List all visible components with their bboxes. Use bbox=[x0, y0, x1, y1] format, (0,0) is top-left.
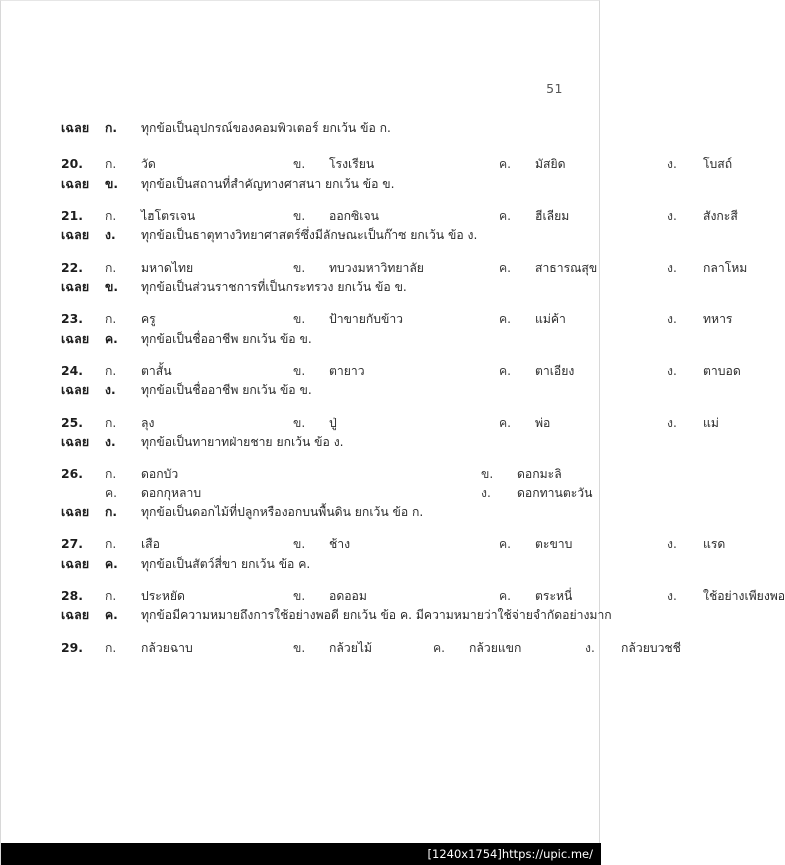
option-label: ก. bbox=[105, 157, 117, 172]
question-row bbox=[61, 587, 785, 605]
option-text: ออกซิเจน bbox=[329, 208, 379, 223]
option-text: วัด bbox=[141, 157, 156, 172]
question-row bbox=[61, 310, 733, 328]
option-label: ข. bbox=[293, 640, 306, 655]
option-text: ประหยัด bbox=[141, 588, 185, 603]
option-text: ใช้อย่างเพียงพอ bbox=[703, 588, 785, 603]
option-label: ค. bbox=[499, 208, 512, 223]
question-group bbox=[61, 414, 719, 452]
question-number: 20. bbox=[61, 156, 83, 172]
option-text: แม่ค้า bbox=[535, 312, 566, 327]
page-number: 51 bbox=[546, 81, 563, 96]
option-text: ป้าขายกับข้าว bbox=[329, 312, 404, 327]
option-text: ดอกบัว bbox=[141, 467, 179, 482]
answer-row bbox=[61, 330, 581, 348]
option-text: ฮีเลียม bbox=[535, 208, 570, 223]
question-group bbox=[61, 259, 748, 297]
question-number: 27. bbox=[61, 536, 83, 552]
answer-row bbox=[61, 381, 581, 399]
question-row bbox=[61, 485, 593, 502]
question-group bbox=[61, 310, 733, 348]
option-text: ตายาว bbox=[329, 363, 365, 378]
option-label: ก. bbox=[105, 208, 117, 223]
option-text: ตะขาบ bbox=[535, 537, 573, 552]
option-label: ง. bbox=[667, 415, 677, 430]
option-label: ค. bbox=[499, 588, 512, 603]
lead-answer-group bbox=[61, 119, 581, 137]
option-label: ค. bbox=[433, 640, 446, 655]
answer-text: ทุกข้อมีความหมายถึงการใช้อย่างพอดี ยกเว้น ข้อ ค. มีความหมายว่าใช้จ่ายจำกัดอย่างมาก bbox=[141, 608, 612, 623]
answer-text: ทุกข้อเป็นชื่ออาชีพ ยกเว้น ข้อ ข. bbox=[141, 331, 312, 346]
option-label: ข. bbox=[293, 208, 306, 223]
answer-prefix: เฉลย bbox=[61, 278, 90, 294]
answer-choice: ง. bbox=[105, 383, 116, 398]
option-text: มหาดไทย bbox=[141, 260, 194, 275]
option-label: ง. bbox=[667, 363, 677, 378]
option-label: ง. bbox=[667, 208, 677, 223]
question-row bbox=[61, 414, 719, 432]
question-row bbox=[61, 207, 738, 225]
question-group bbox=[61, 639, 681, 657]
option-label: ข. bbox=[293, 260, 306, 275]
option-text: ทบวงมหาวิทยาลัย bbox=[329, 260, 424, 275]
question-row bbox=[61, 259, 748, 277]
option-text: สาธารณสุข bbox=[535, 260, 598, 275]
option-text: อดออม bbox=[329, 588, 367, 603]
answer-text: ทุกข้อเป็นสัตว์สี่ขา ยกเว้น ข้อ ค. bbox=[141, 556, 311, 571]
option-label: ง. bbox=[585, 640, 595, 655]
option-text: แม่ bbox=[703, 415, 719, 430]
question-group bbox=[61, 587, 785, 625]
option-label: ง. bbox=[667, 260, 677, 275]
option-label: ค. bbox=[499, 312, 512, 327]
answer-prefix: เฉลย bbox=[61, 503, 90, 519]
option-label: ง. bbox=[481, 485, 491, 500]
option-label: ก. bbox=[105, 363, 117, 378]
answer-row bbox=[61, 175, 581, 193]
question-number: 26. bbox=[61, 466, 83, 482]
answer-choice: ข. bbox=[105, 279, 118, 294]
question-row bbox=[61, 465, 581, 483]
question-number: 25. bbox=[61, 414, 83, 430]
option-text: ทหาร bbox=[703, 312, 733, 327]
option-label: ค. bbox=[105, 485, 118, 500]
option-text: ตระหนี่ bbox=[535, 588, 573, 603]
option-text: ดอกมะลิ bbox=[517, 467, 562, 482]
option-text: พ่อ bbox=[535, 415, 551, 430]
answer-choice: ค. bbox=[105, 556, 118, 571]
option-label: ง. bbox=[667, 157, 677, 172]
option-label: ข. bbox=[293, 415, 306, 430]
option-label: ก. bbox=[105, 415, 117, 430]
question-row bbox=[61, 535, 726, 553]
question-number: 23. bbox=[61, 311, 83, 327]
answer-choice: ก. bbox=[105, 121, 118, 135]
answer-text: ทุกข้อเป็นอุปกรณ์ของคอมพิวเตอร์ ยกเว้น ข้อ ก. bbox=[141, 121, 391, 135]
question-row bbox=[61, 155, 733, 173]
option-label: ข. bbox=[293, 157, 306, 172]
option-text: ดอกทานตะวัน bbox=[517, 485, 593, 500]
answer-prefix: เฉลย bbox=[61, 227, 90, 243]
answer-prefix: เฉลย bbox=[61, 382, 90, 398]
question-group bbox=[61, 465, 593, 521]
option-label: ข. bbox=[293, 588, 306, 603]
question-row bbox=[61, 639, 681, 657]
option-text: กล้วยฉาบ bbox=[141, 640, 193, 655]
option-label: ง. bbox=[667, 537, 677, 552]
question-number: 22. bbox=[61, 259, 83, 275]
option-label: ง. bbox=[667, 312, 677, 327]
option-label: ก. bbox=[105, 640, 117, 655]
answer-prefix: เฉลย bbox=[61, 120, 90, 135]
option-text: แรด bbox=[703, 537, 726, 552]
answer-row bbox=[61, 555, 581, 573]
answer-row bbox=[61, 503, 581, 521]
option-label: ง. bbox=[667, 588, 677, 603]
option-text: มัสยิด bbox=[535, 157, 566, 172]
answer-choice: ข. bbox=[105, 176, 118, 191]
question-group bbox=[61, 155, 733, 193]
question-group bbox=[61, 535, 726, 573]
option-text: ดอกกุหลาบ bbox=[141, 485, 202, 500]
question-row bbox=[61, 362, 741, 380]
option-text: สังกะสี bbox=[703, 208, 738, 223]
option-text: กล้วยบวชชี bbox=[621, 640, 681, 655]
option-text: ไฮโตรเจน bbox=[141, 208, 196, 223]
answer-row bbox=[61, 226, 581, 244]
answer-text: ทุกข้อเป็นธาตุทางวิทยาศาสตร์ซึ่งมีลักษณะเป็นก๊าซ ยกเว้น ข้อ ง. bbox=[141, 228, 478, 243]
watermark-bar bbox=[1, 843, 601, 865]
question-number: 29. bbox=[61, 639, 83, 655]
question-group bbox=[61, 362, 741, 400]
answer-row bbox=[61, 119, 581, 137]
question-group bbox=[61, 207, 738, 245]
option-label: ค. bbox=[499, 260, 512, 275]
question-number: 21. bbox=[61, 207, 83, 223]
option-text: กลาโหม bbox=[703, 260, 748, 275]
watermark-text: [1240x1754]https://upic.me/ bbox=[427, 847, 593, 861]
option-label: ก. bbox=[105, 260, 117, 275]
option-label: ข. bbox=[293, 363, 306, 378]
option-label: ก. bbox=[105, 537, 117, 552]
answer-prefix: เฉลย bbox=[61, 330, 90, 346]
answer-text: ทุกข้อเป็นดอกไม้ที่ปลูกหรืองอกบนพื้นดิน ยกเว้น ข้อ ก. bbox=[141, 504, 424, 519]
option-text: ช้าง bbox=[329, 537, 351, 552]
answer-choice: ค. bbox=[105, 331, 118, 346]
answer-text: ทุกข้อเป็นทายาทฝ่ายชาย ยกเว้น ข้อ ง. bbox=[141, 434, 344, 449]
answer-choice: ง. bbox=[105, 434, 116, 449]
answer-prefix: เฉลย bbox=[61, 175, 90, 191]
answer-row bbox=[61, 278, 581, 296]
option-label: ก. bbox=[105, 467, 117, 482]
answer-text: ทุกข้อเป็นส่วนราชการที่เป็นกระทรวง ยกเว้น ข้อ ข. bbox=[141, 279, 407, 294]
option-text: ครู bbox=[141, 312, 156, 327]
option-label: ค. bbox=[499, 157, 512, 172]
option-text: กล้วยไม้ bbox=[329, 640, 372, 655]
option-label: ค. bbox=[499, 415, 512, 430]
question-number: 24. bbox=[61, 362, 83, 378]
answer-row bbox=[61, 606, 612, 624]
option-label: ค. bbox=[499, 363, 512, 378]
option-text: ลุง bbox=[141, 415, 155, 430]
answer-row bbox=[61, 433, 581, 451]
option-text: ตาสั้น bbox=[141, 363, 172, 378]
question-number: 28. bbox=[61, 587, 83, 603]
option-label: ค. bbox=[499, 537, 512, 552]
answer-text: ทุกข้อเป็นชื่ออาชีพ ยกเว้น ข้อ ข. bbox=[141, 383, 312, 398]
option-label: ก. bbox=[105, 312, 117, 327]
option-text: โบสถ์ bbox=[703, 157, 733, 172]
answer-choice: ค. bbox=[105, 608, 118, 623]
question-list bbox=[61, 155, 785, 657]
option-text: ตาเอียง bbox=[535, 363, 575, 378]
option-text: โรงเรียน bbox=[329, 157, 375, 172]
answer-choice: ง. bbox=[105, 228, 116, 243]
answer-prefix: เฉลย bbox=[61, 607, 90, 623]
option-text: กล้วยแขก bbox=[469, 640, 522, 655]
option-label: ข. bbox=[481, 467, 494, 482]
answer-prefix: เฉลย bbox=[61, 433, 90, 449]
option-label: ข. bbox=[293, 312, 306, 327]
option-text: ตาบอด bbox=[703, 363, 741, 378]
option-label: ข. bbox=[293, 537, 306, 552]
option-text: เสือ bbox=[141, 537, 160, 552]
answer-text: ทุกข้อเป็นสถานที่สำคัญทางศาสนา ยกเว้น ข้อ ข. bbox=[141, 176, 395, 191]
answer-choice: ก. bbox=[105, 504, 118, 519]
answer-prefix: เฉลย bbox=[61, 555, 90, 571]
option-label: ก. bbox=[105, 588, 117, 603]
document-content bbox=[1, 119, 785, 671]
option-text: ปู่ bbox=[329, 415, 337, 430]
